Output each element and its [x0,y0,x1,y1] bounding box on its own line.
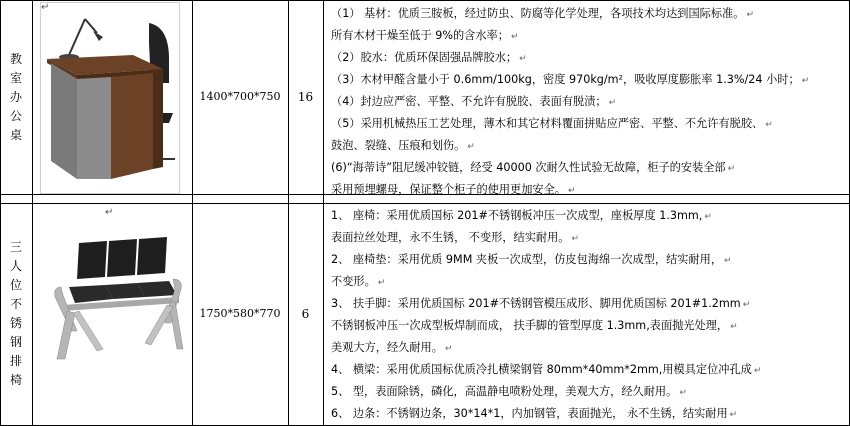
description-line: 美观大方，经久耐用。 ↵ [331,341,453,354]
description-line: （5）采用机械热压工艺处理，薄木和其它材料覆面拼贴应严密、平整、不允许有脱胶、 ↵ [331,117,773,130]
description-line: 1、 座椅：采用优质国标 201#不锈钢板冲压一次成型，座板厚度 1.3mm, ↵ [331,209,712,222]
description-line: (6)“海蒂诗”阻尼缓冲铰链，经受 40000 次耐久性试验无故障，柜子的安装全部 ↵ [331,161,736,174]
description-desk [331,3,846,201]
name-char: 不 [9,297,22,311]
name-char: 公 [9,108,22,123]
description-line: （1） 基材：优质三胺板，经过防虫、防腐等化学处理，各项技术均达到国际标准。 ↵ [331,7,754,20]
description-line: 采用预埋螺母，保证整个柜子的使用更加安全。 ↵ [331,183,576,196]
description-bench [331,205,846,425]
desk-image [40,2,180,194]
column-divider [323,0,324,426]
name-char: 锈 [9,316,22,330]
name-char: 椅 [9,373,22,387]
product-name-bench [0,203,32,425]
return-mark: ↵ [105,207,114,218]
name-char: 三 [9,240,22,254]
name-char: 办 [9,89,22,104]
description-line: （3）木材甲醛含量小于 0.6mm/100kg，密度 970kg/m²，吸收厚度膨胀率 1.3%/24 小时； ↵ [331,73,810,86]
bench-image-cell [33,203,192,425]
quantity-desk: 16 [297,90,314,104]
desk-picture [41,3,179,193]
name-char: 教 [9,51,22,66]
return-mark: ↵ [41,2,50,13]
name-char: 排 [9,354,22,368]
name-char: 桌 [9,127,22,142]
desk-image-cell [33,0,192,194]
name-char: 室 [9,70,22,85]
bench-picture [33,231,192,371]
product-name-desk [0,0,32,194]
description-line: 5、 型，表面除锈，磷化，高温静电喷粉处理，美观大方，经久耐用。 ↵ [331,385,687,398]
name-char: 钢 [9,335,22,349]
description-line: 4、 横梁：采用优质国标优质冷扎横梁钢管 80mm*40mm*2mm,用模具定位冲孔成 ↵ [331,363,762,376]
description-line: 2、 座椅垫：采用优质 9MM 夹板一次成型，仿皮包海绵一次成型，结实耐用， ↵ [331,253,732,266]
description-line: 所有木材干燥至低于 9%的含水率； ↵ [331,29,519,42]
description-line: 不变形。 ↵ [331,275,386,288]
description-line: 鼓泡、裂缝、压痕和划伤。 ↵ [331,139,475,152]
description-line: （2）胶水：优质环保固强品牌胶水； ↵ [331,51,527,64]
size-desk: 1400*700*750 [199,90,281,103]
description-line: 表面拉丝处理，永不生锈， 不变形，结实耐用。 ↵ [331,231,580,244]
name-char: 位 [9,278,22,292]
name-char: 人 [9,259,22,273]
description-line: （4）封边应严密、平整、不允许有脱胶、表面有脱渍； ↵ [331,95,617,108]
description-line: 6、 边条：不锈钢边条，30*14*1，内加钢管，表面抛光， 永不生锈，结实耐用 ↵ [331,407,738,420]
size-bench: 1750*580*770 [199,307,281,320]
description-line: 不锈钢板冲压一次成型板焊制而成， 扶手脚的管型厚度 1.3mm,表面抛光处理， ↵ [331,319,738,332]
description-line: 3、 扶手脚：采用优质国标 201#不锈钢管模压成形、脚用优质国标 201#1.2mm ↵ [331,297,751,310]
quantity-bench: 6 [301,307,310,321]
